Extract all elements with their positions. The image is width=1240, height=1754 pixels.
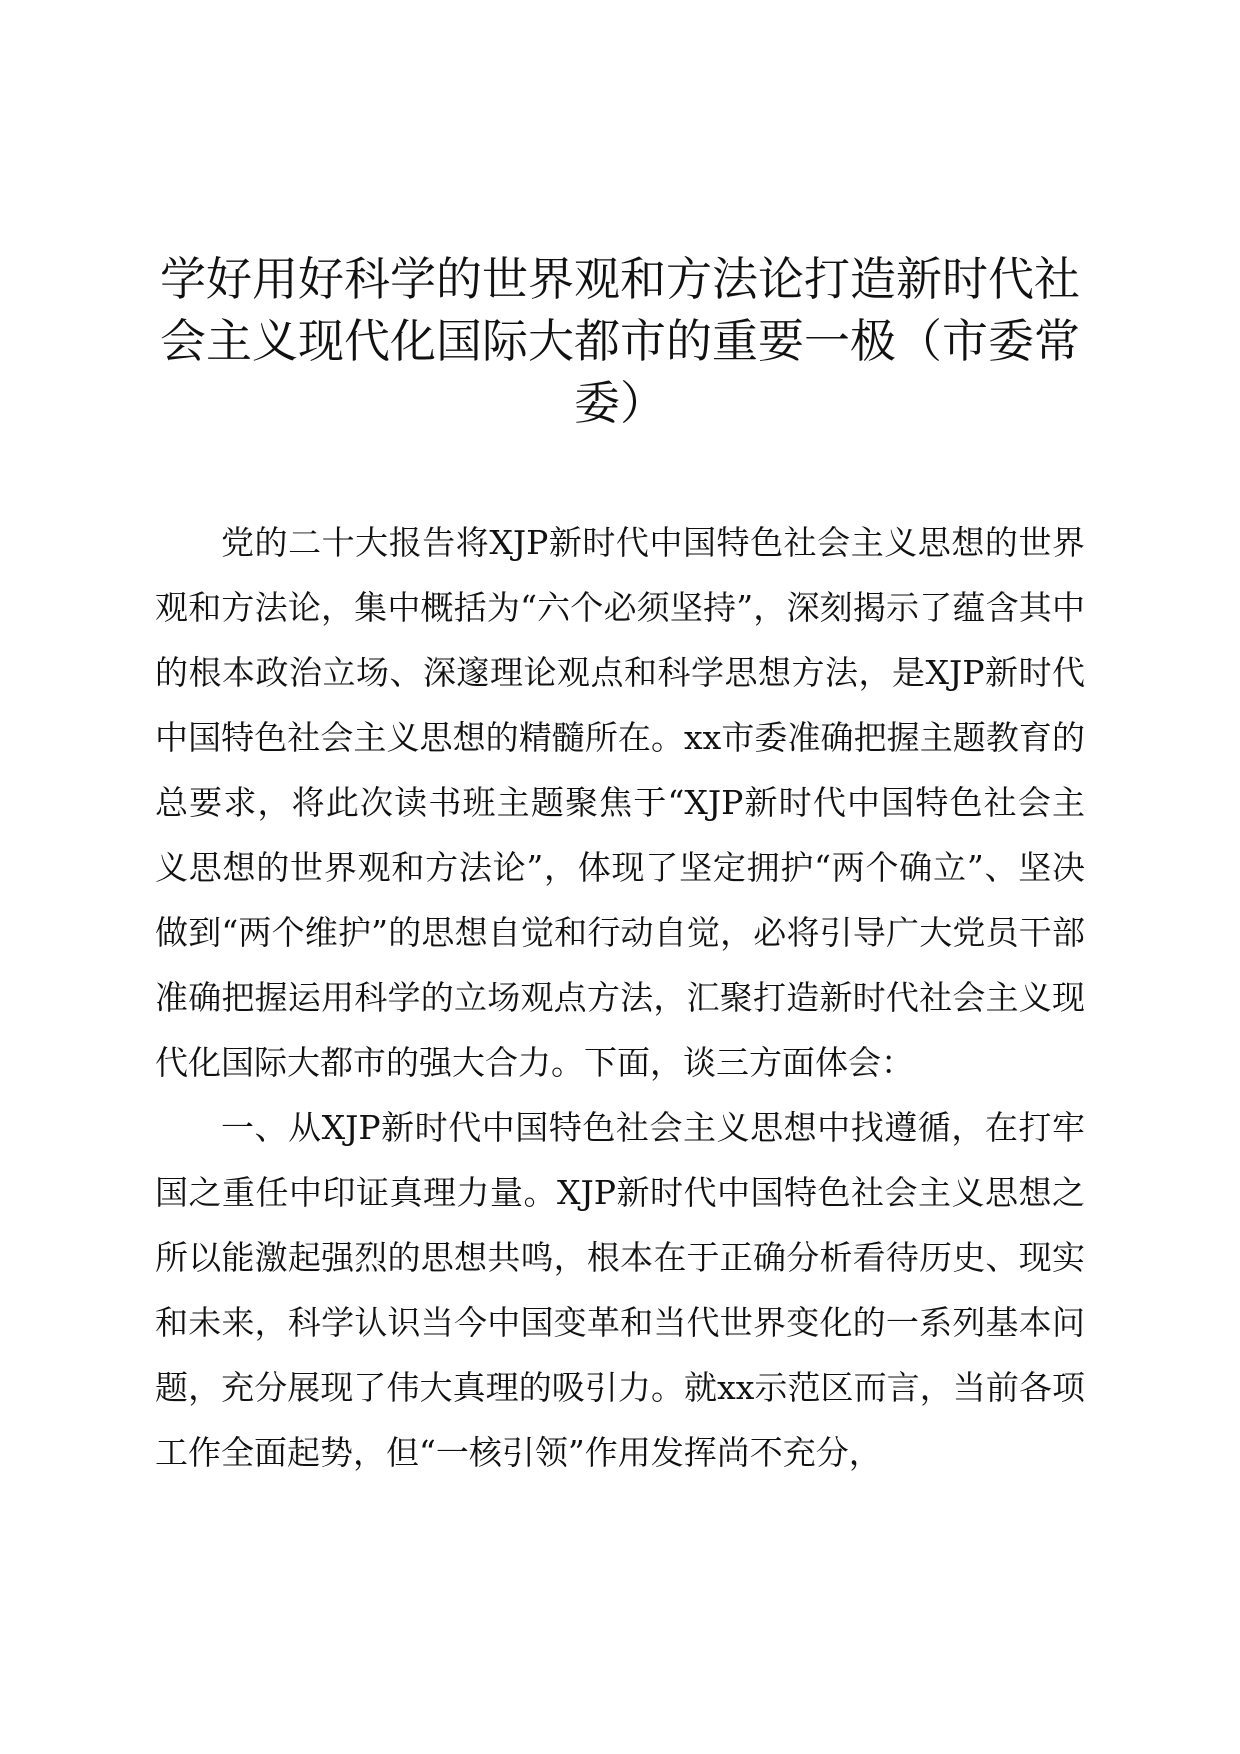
document-title: 学好用好科学的世界观和方法论打造新时代社会主义现代化国际大都市的重要一极（市委常委） <box>160 252 1080 430</box>
paragraph-1: 党的二十大报告将XJP新时代中国特色社会主义思想的世界观和方法论，集中概括为“六个必须坚持”，深刻揭示了蕴含其中的根本政治立场、深邃理论观点和科学思想方法，是XJP新时代中国特色社会主义思想的精髓所在。xx市委准确把握主题教育的总要求，将此次读书班主题聚焦于“XJP新时代中国特色社会主义思想的世界观和方法论”，体现了坚定拥护“两个确立”、坚决做到“两个维护”的思想自觉和行动自觉，必将引导广大党员干部准确把握运用科学的立场观点方法，汇聚打造新时代社会主义现代化国际大都市的强大合力。下面，谈三方面体会： <box>155 523 1085 1082</box>
paragraph-2: 一、从XJP新时代中国特色社会主义思想中找遵循，在打牢国之重任中印证真理力量。XJP新时代中国特色社会主义思想之所以能激起强烈的思想共鸣，根本在于正确分析看待历史、现实和未来，科学认识当今中国变革和当代世界变化的一系列基本问题，充分展现了伟大真理的吸引力。就xx示范区而言，当前各项工作全面起势，但“一核引领”作用发挥尚不充分， <box>155 1108 1085 1472</box>
document-body <box>155 510 1085 1485</box>
